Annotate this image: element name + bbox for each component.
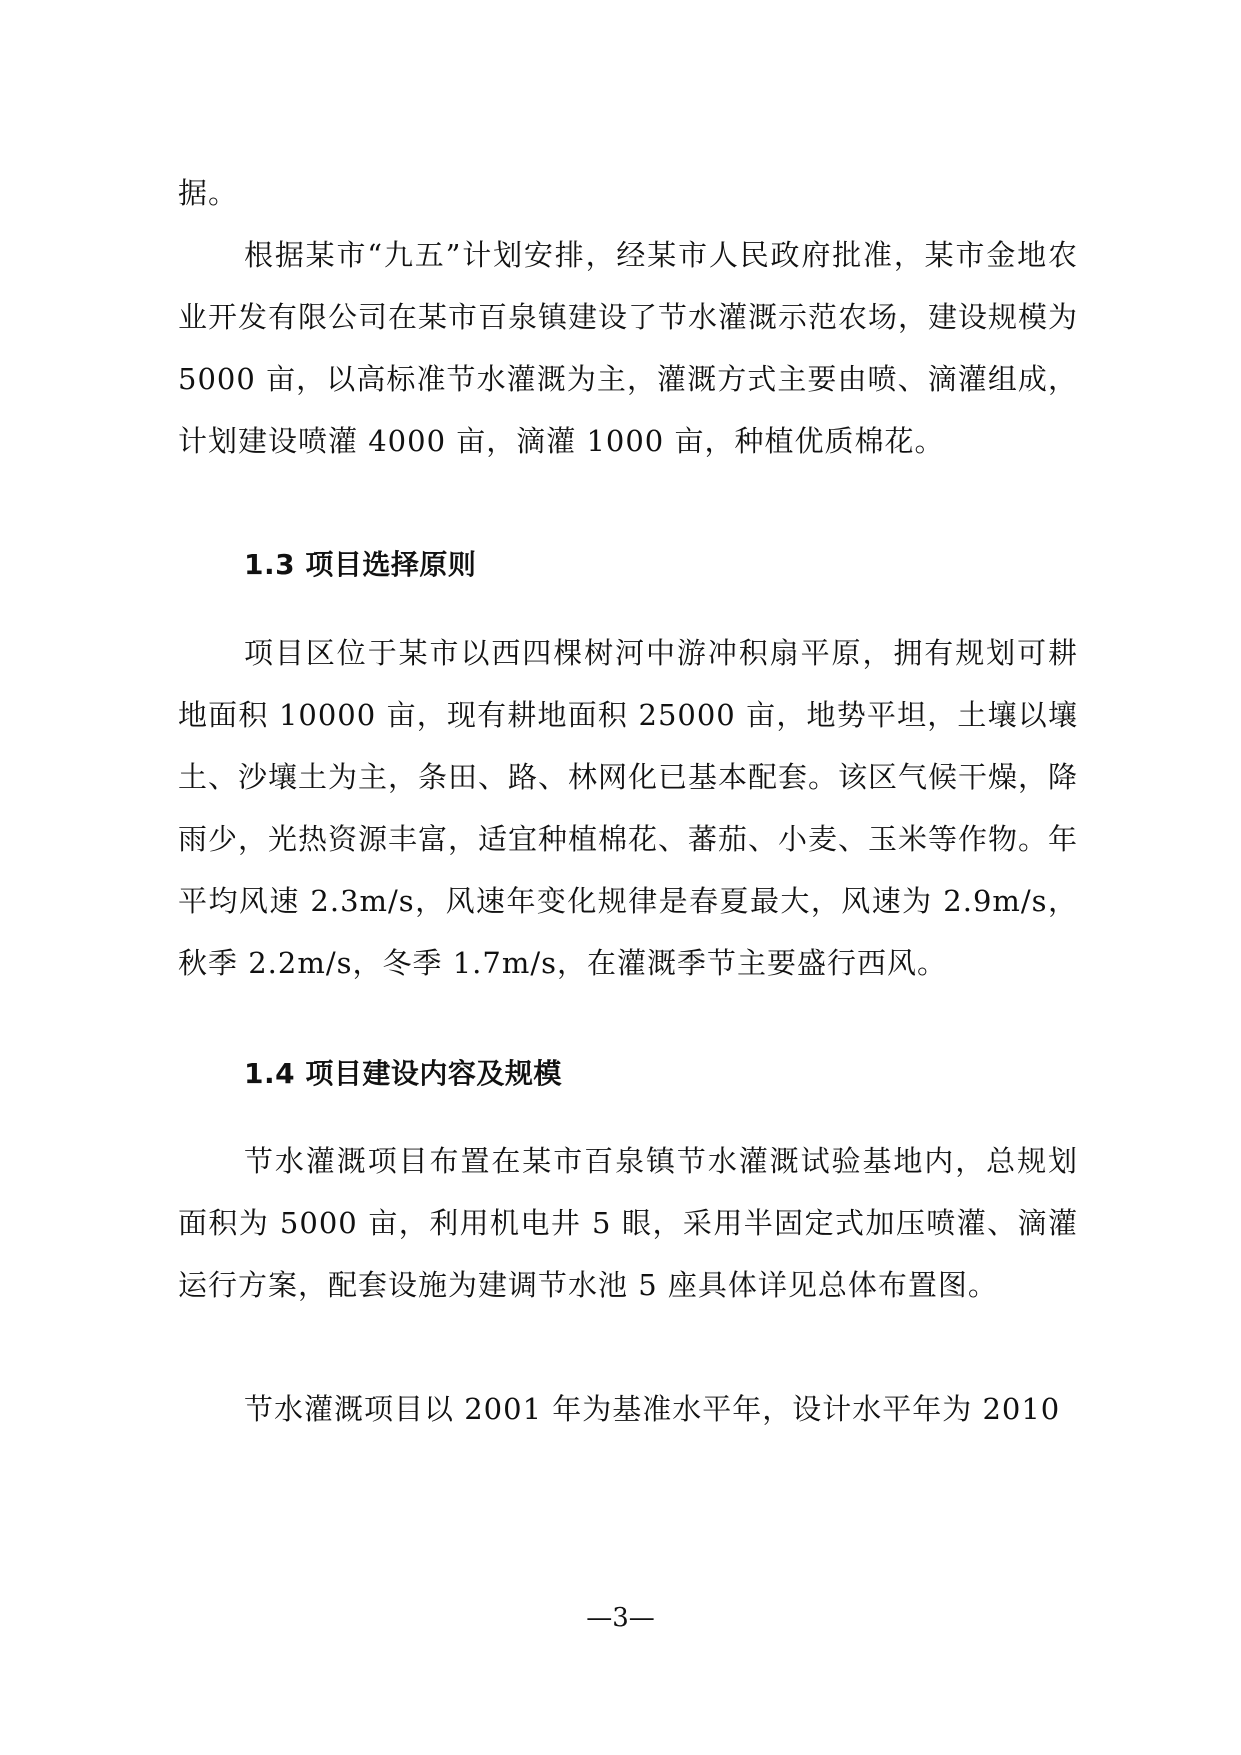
section-heading-1-4: 1.4 项目建设内容及规模 xyxy=(244,1057,562,1090)
page-number: —3— xyxy=(586,1603,655,1633)
paragraph-project-background: 根据某市“九五”计划安排，经某市人民政府批准，某市金地农业开发有限公司在某市百泉镇建设了节水灌溉示范农场，建设规模为 5000 亩，以高标准节水灌溉为主，灌溉方式主要由喷、滴灌组成，计划建设喷灌 4000 亩，滴灌 1000 亩，种植优质棉花。 xyxy=(178,238,1079,458)
paragraph-continuation: 据。 xyxy=(178,176,239,210)
section-heading-1-3: 1.3 项目选择原则 xyxy=(244,548,477,581)
paragraph-project-layout: 节水灌溉项目布置在某市百泉镇节水灌溉试验基地内，总规划面积为 5000 亩，利用机电井 5 眼，采用半固定式加压喷灌、滴灌运行方案，配套设施为建调节水池 5 座具体详见总体布置图。 xyxy=(178,1144,1078,1302)
paragraph-baseline-year: 节水灌溉项目以 2001 年为基准水平年，设计水平年为 2010 xyxy=(244,1392,1061,1426)
paragraph-project-area: 项目区位于某市以西四棵树河中游冲积扇平原，拥有规划可耕地面积 10000 亩，现有耕地面积 25000 亩，地势平坦，土壤以壤土、沙壤土为主，条田、路、林网化已基本配套。该区气候干燥，降雨少，光热资源丰富，适宜种植棉花、蕃茄、小麦、玉米等作物。年平均风速 2.3m/s，风速年变化规律是春夏最大，风速为 2.9m/s，秋季 2.2m/s，冬季 1.7m/s，在灌溉季节主要盛行西风。 xyxy=(178,636,1079,980)
